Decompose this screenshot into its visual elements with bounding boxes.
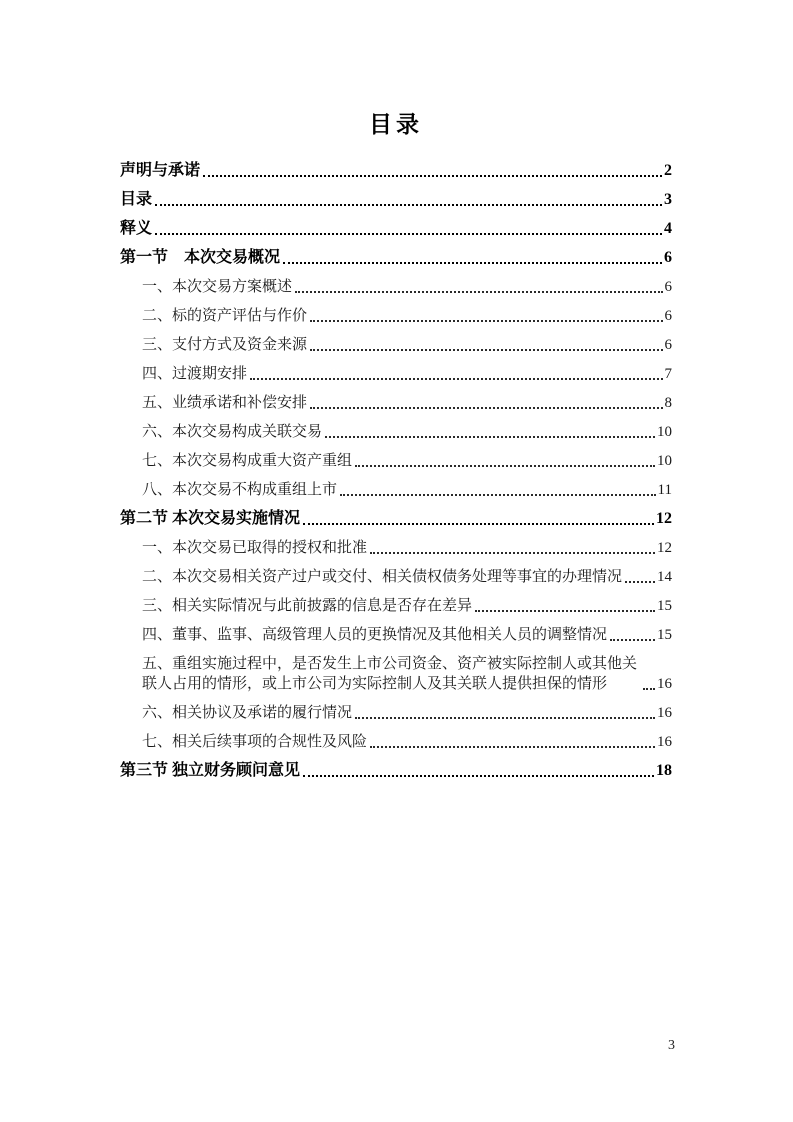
toc-entry-label: 三、相关实际情况与此前披露的信息是否存在差异 xyxy=(142,598,473,614)
dot-leader xyxy=(355,717,655,719)
toc-entry-label: 四、董事、监事、高级管理人员的更换情况及其他相关人员的调整情况 xyxy=(142,627,608,643)
dot-leader xyxy=(643,688,655,690)
toc-entry-label: 第三节 独立财务顾问意见 xyxy=(120,762,301,779)
toc-entry-page: 6 xyxy=(664,279,672,295)
dot-leader xyxy=(250,378,662,380)
dot-leader xyxy=(155,204,662,206)
toc-entry-page: 16 xyxy=(657,705,672,721)
dot-leader xyxy=(303,775,654,777)
toc-entry xyxy=(120,335,672,355)
dot-leader xyxy=(325,436,655,438)
toc-entry xyxy=(120,451,672,471)
footer-page-number: 3 xyxy=(668,1038,675,1053)
page-title: 目录 xyxy=(369,112,423,137)
toc-entry xyxy=(120,277,672,297)
toc-entry-page: 15 xyxy=(657,598,672,614)
toc-entry-page: 2 xyxy=(664,162,672,179)
dot-leader xyxy=(475,610,655,612)
toc-entry-page: 12 xyxy=(657,540,672,556)
dot-leader xyxy=(310,320,662,322)
toc-entry xyxy=(120,248,672,268)
dot-leader xyxy=(610,639,655,641)
toc-entry xyxy=(120,567,672,587)
toc-entry-page: 16 xyxy=(657,734,672,750)
toc-entry-page: 6 xyxy=(664,337,672,353)
toc-entry xyxy=(120,393,672,413)
toc-entry-label: 四、过渡期安排 xyxy=(142,366,248,382)
dot-leader xyxy=(340,494,656,496)
toc-entry xyxy=(120,509,672,529)
dot-leader xyxy=(310,407,662,409)
dot-leader xyxy=(303,523,654,525)
toc-entry xyxy=(120,364,672,384)
toc-entry-label: 七、本次交易构成重大资产重组 xyxy=(142,453,353,469)
toc-entry xyxy=(120,625,672,645)
toc-entry-label: 第一节 本次交易概况 xyxy=(120,249,281,266)
toc-entry xyxy=(120,538,672,558)
toc-entry-label: 七、相关后续事项的合规性及风险 xyxy=(142,734,368,750)
toc-entry-page: 6 xyxy=(664,308,672,324)
toc-entry-label: 五、业绩承诺和补偿安排 xyxy=(142,395,308,411)
toc-entry-page: 14 xyxy=(657,569,672,585)
dot-leader xyxy=(155,233,662,235)
toc-entry-label: 第二节 本次交易实施情况 xyxy=(120,510,301,527)
toc-entry-page: 12 xyxy=(656,510,672,527)
toc-entry xyxy=(120,703,672,723)
dot-leader xyxy=(203,175,662,177)
toc-entry-label: 六、本次交易构成关联交易 xyxy=(142,424,323,440)
toc-entry-label: 释义 xyxy=(120,220,153,237)
toc-entry-label: 八、本次交易不构成重组上市 xyxy=(142,482,338,498)
toc-entry-page: 3 xyxy=(664,191,672,208)
dot-leader xyxy=(295,291,662,293)
dot-leader xyxy=(625,581,655,583)
toc-entry-label: 三、支付方式及资金来源 xyxy=(142,337,308,353)
toc-entry xyxy=(120,161,672,181)
toc-entry xyxy=(120,654,672,694)
toc-entry xyxy=(120,422,672,442)
toc-entry-page: 11 xyxy=(657,482,672,498)
toc-entry-page: 16 xyxy=(657,676,672,692)
toc-entry xyxy=(120,306,672,326)
toc-entry xyxy=(120,190,672,210)
toc-entry-page: 18 xyxy=(656,762,672,779)
toc-entry xyxy=(120,732,672,752)
dot-leader xyxy=(370,746,655,748)
toc-entry xyxy=(120,761,672,781)
toc-entry-page: 8 xyxy=(664,395,672,411)
toc-entry-page: 10 xyxy=(657,424,672,440)
table-of-contents xyxy=(120,161,672,781)
toc-entry-page: 6 xyxy=(664,249,672,266)
toc-entry xyxy=(120,219,672,239)
toc-entry-page: 7 xyxy=(664,366,672,382)
toc-entry-label: 一、本次交易方案概述 xyxy=(142,279,293,295)
dot-leader xyxy=(310,349,662,351)
toc-entry-label: 二、标的资产评估与作价 xyxy=(142,308,308,324)
toc-entry-label: 一、本次交易已取得的授权和批准 xyxy=(142,540,368,556)
dot-leader xyxy=(370,552,655,554)
toc-entry-label: 五、重组实施过程中，是否发生上市公司资金、资产被实际控制人或其他关联人占用的情形，或上市公司为实际控制人及其关联人提供担保的情形 xyxy=(142,656,638,692)
toc-entry-label: 目录 xyxy=(120,191,153,208)
dot-leader xyxy=(283,262,662,264)
toc-entry-page: 4 xyxy=(664,220,672,237)
toc-entry-page: 10 xyxy=(657,453,672,469)
toc-entry-label: 六、相关协议及承诺的履行情况 xyxy=(142,705,353,721)
dot-leader xyxy=(355,465,655,467)
toc-entry xyxy=(120,480,672,500)
toc-entry-label: 二、本次交易相关资产过户或交付、相关债权债务处理等事宜的办理情况 xyxy=(142,569,623,585)
toc-entry-label: 声明与承诺 xyxy=(120,162,201,179)
toc-entry xyxy=(120,596,672,616)
toc-entry-page: 15 xyxy=(657,627,672,643)
